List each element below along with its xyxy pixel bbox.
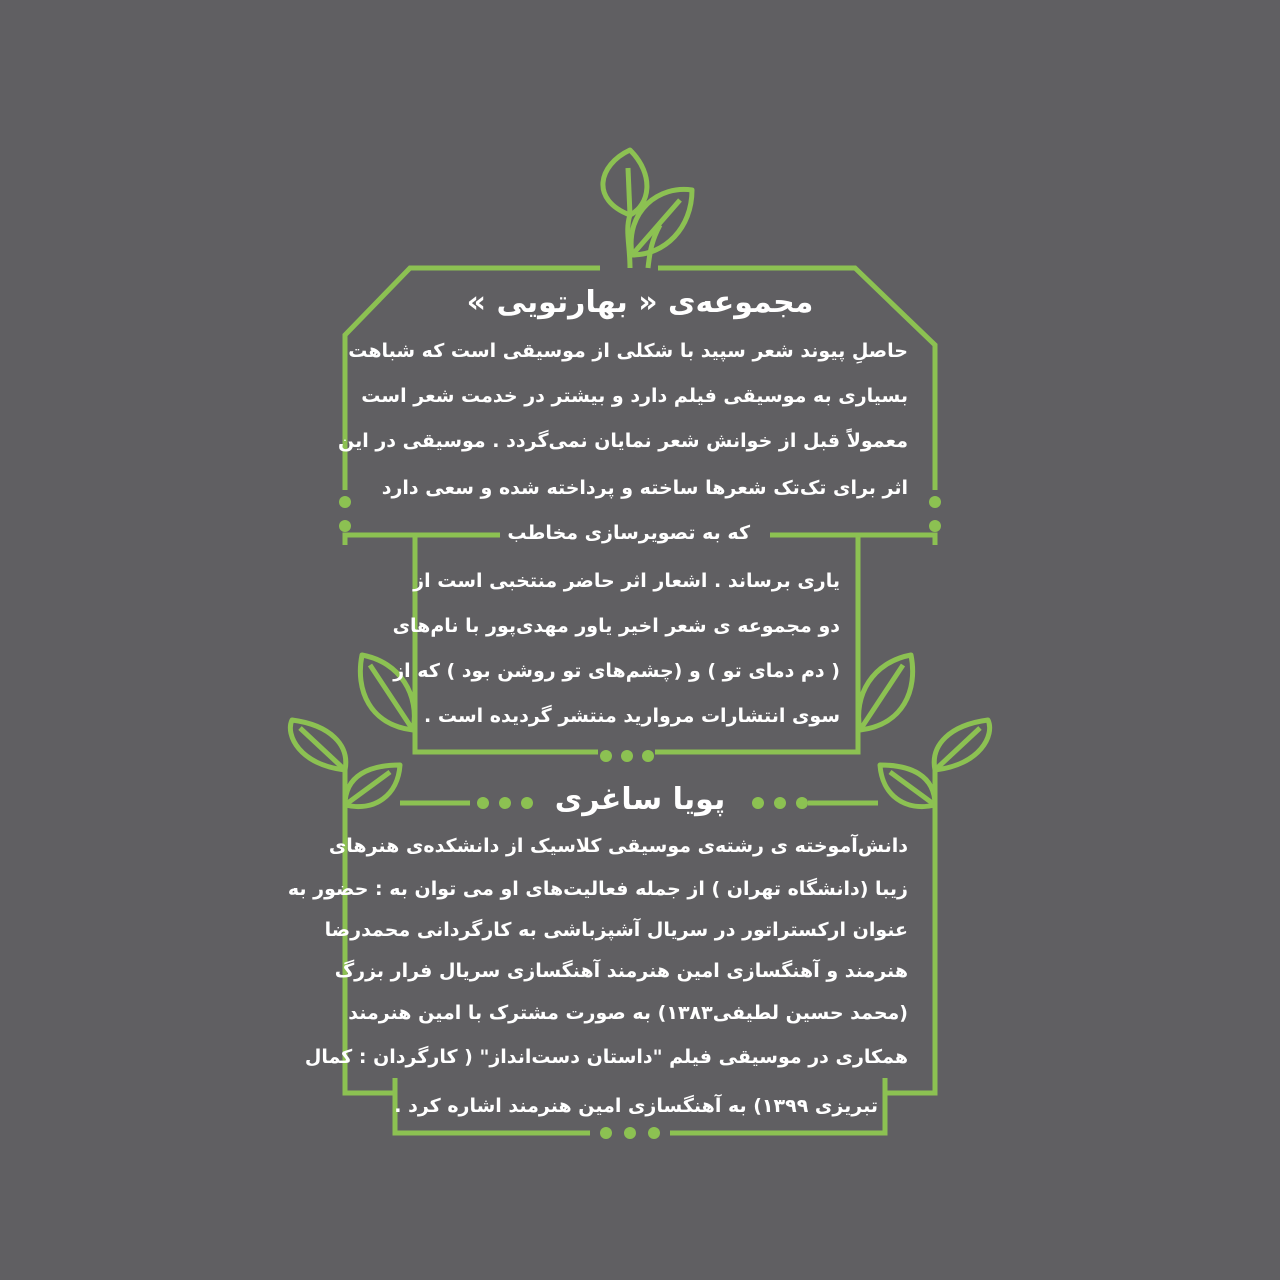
top-frame-lower-right xyxy=(770,535,935,545)
section2-line: تبریزی ۱۳۹۹) به آهنگسازی امین هنرمند اشاره کرد . xyxy=(394,1095,878,1117)
section2-title: پویا ساغری xyxy=(554,782,726,817)
section2-line: عنوان ارکستراتور در سریال آشپزباشی به کارگردانی محمدرضا xyxy=(324,919,908,941)
inner-line: ( دم دمای تو ) و (چشم‌های تو روشن بود ) که از xyxy=(393,660,840,682)
dot xyxy=(642,750,654,762)
dot xyxy=(796,797,808,809)
dot xyxy=(600,1127,612,1139)
dot xyxy=(929,520,941,532)
dot xyxy=(621,750,633,762)
leaf-vein xyxy=(860,665,903,730)
inner-line: یاری برساند . اشعار اثر حاضر منتخبی است از xyxy=(413,570,840,592)
inner-line: سوی انتشارات مروارید منتشر گردیده است . xyxy=(424,705,840,727)
dot xyxy=(339,496,351,508)
section1-line: حاصلِ پیوند شعر سپید با شکلی از موسیقی است که شباهت xyxy=(348,340,908,362)
top-frame-lower-left xyxy=(345,535,500,545)
section2-line: هنرمند و آهنگسازی امین هنرمند آهنگسازی سریال فرار بزرگ xyxy=(334,960,908,982)
inner-line: دو مجموعه ی شعر اخیر یاور مهدی‌پور با نام‌های xyxy=(392,615,840,637)
section2-line: دانش‌آموخته ی رشته‌ی موسیقی کلاسیک از دانشکده‌ی هنرهای xyxy=(328,835,908,857)
dot xyxy=(521,797,533,809)
section1-line: که به تصویرسازی مخاطب xyxy=(507,522,750,544)
leaf-icon xyxy=(603,150,647,215)
dot xyxy=(477,797,489,809)
dot xyxy=(929,496,941,508)
dot xyxy=(339,520,351,532)
dot xyxy=(600,750,612,762)
dot xyxy=(752,797,764,809)
section1-line: اثر برای تک‌تک شعرها ساخته و پرداخته شده و سعی دارد xyxy=(381,477,908,499)
section1-line: معمولاً قبل از خوانش شعر نمایان نمی‌گردد . موسیقی در این xyxy=(338,430,908,452)
section2-line: (محمد حسین لطیفی۱۳۸۳) به صورت مشترک با امین هنرمند xyxy=(348,1002,908,1024)
dot xyxy=(499,797,511,809)
section1-title: مجموعه‌ی « بهارتویی » xyxy=(466,285,814,320)
leaf-vein xyxy=(628,168,630,215)
section1-line: بسیاری به موسیقی فیلم دارد و بیشتر در خدمت شعر است xyxy=(361,385,908,407)
dot xyxy=(774,797,786,809)
dot xyxy=(624,1127,636,1139)
dot xyxy=(648,1127,660,1139)
section2-line: زیبا (دانشگاه تهران ) از جمله فعالیت‌های او می توان به : حضور به xyxy=(287,878,908,900)
section2-line: همکاری در موسیقی فیلم "داستان دست‌انداز" ( کارگردان : کمال xyxy=(304,1046,908,1068)
